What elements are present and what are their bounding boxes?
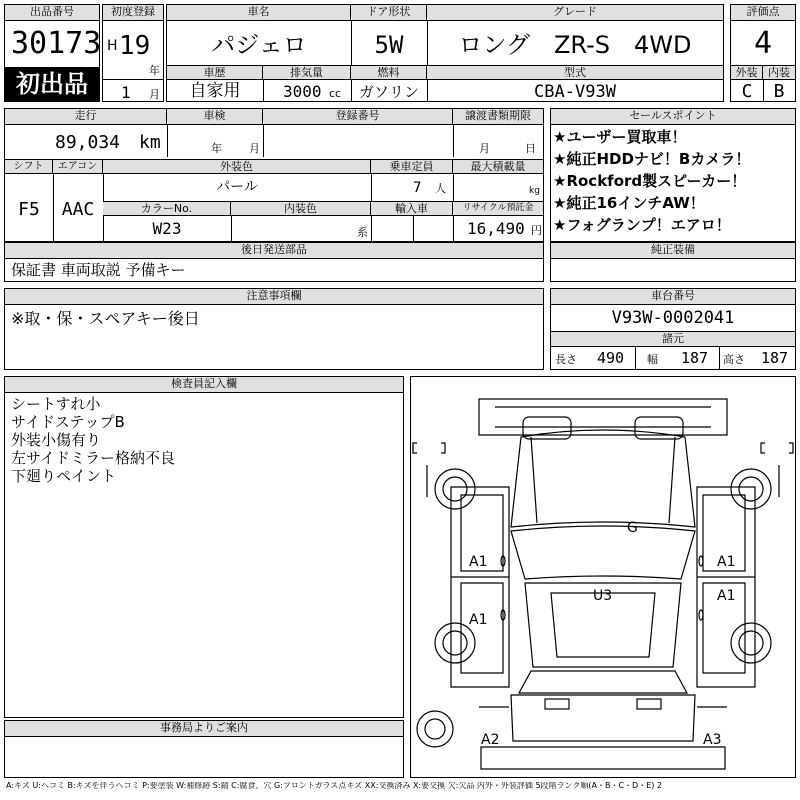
era-letter: H <box>107 38 118 54</box>
capacity-unit: 人 <box>435 182 446 195</box>
inspector-line: 左サイドミラー格納不良 <box>11 449 175 467</box>
specs-label: 諸元 <box>551 331 795 347</box>
later-parts-label: 後日発送部品 <box>5 243 543 259</box>
car-condition-diagram <box>411 377 795 777</box>
notes-label: 注意事項欄 <box>5 289 543 305</box>
interior-grade: B <box>773 81 785 102</box>
selling-point-item: ★Rockford製スピーカー！ <box>553 172 747 190</box>
first-registration-box <box>102 4 164 102</box>
damage-mark-roof: U3 <box>593 588 613 604</box>
mileage-unit: km <box>139 132 161 153</box>
notes-text: ※取・保・スペアキー後日 <box>11 309 200 328</box>
damage-mark-right-rear-door: A1 <box>717 588 736 604</box>
aircon-type: AAC <box>61 199 95 220</box>
interior-label: 内装 <box>763 66 795 80</box>
damage-mark-rear-bumper-right: A3 <box>703 732 722 748</box>
capacity: 7 <box>413 180 422 196</box>
width-value: 187 <box>681 349 709 367</box>
genuine-equipment-box <box>550 242 796 282</box>
damage-code-legend: A:キズ U:ヘコミ B:キズを伴うヘコミ P:要塗装 W:補修跡 S:錆 C:腐食、穴 G:フロントガラス点キズ XX:交換済み X:要交換 欠:欠品 内外・外装評価 5段階ランク順(A・B・C・D・E) 2 <box>6 782 663 790</box>
selling-points-label: セールスポイント <box>551 109 795 125</box>
fuel-label: 燃料 <box>351 66 427 80</box>
inspector-label: 検査員記入欄 <box>5 377 403 393</box>
length-value: 490 <box>597 349 625 367</box>
inspector-line: シートすれ小 <box>11 395 101 413</box>
condition-diagram-box <box>410 376 796 778</box>
length-label: 長さ <box>555 353 577 366</box>
overall-score: 4 <box>753 26 773 61</box>
lot-number-box <box>4 4 100 102</box>
mileage-label: 走行 <box>5 109 167 125</box>
max-load-unit: kg <box>529 186 540 196</box>
inspector-box <box>4 376 404 718</box>
later-parts-box <box>4 242 544 282</box>
door-label: ドア形状 <box>351 5 427 21</box>
vehicle-history: 自家用 <box>189 81 241 101</box>
history-label: 車歴 <box>167 66 263 80</box>
inspector-line: 外装小傷有り <box>11 431 102 449</box>
recycle-fee: 16,490 <box>467 219 525 238</box>
inspection-year-unit: 年 <box>211 142 222 155</box>
transfer-month-unit: 月 <box>479 142 490 155</box>
mileage-value: 89,034 <box>55 132 121 153</box>
damage-mark-right-front-door: A1 <box>717 554 736 570</box>
lot-number-label: 出品番号 <box>5 5 99 21</box>
shift-type: F5 <box>18 199 40 220</box>
office-label: 事務局よりご案内 <box>5 721 403 737</box>
damage-mark-windshield: G <box>627 520 638 536</box>
notes-box <box>4 288 544 370</box>
transfer-deadline-label: 譲渡書類期限 <box>453 109 543 125</box>
damage-mark-left-rear-door: A1 <box>469 612 488 628</box>
grade-label: グレード <box>427 5 723 21</box>
car-name: パジェロ <box>211 31 307 59</box>
max-load-label: 最大積載量 <box>453 160 543 174</box>
recycle-unit: 円 <box>531 224 542 237</box>
selling-point-item: ★純正16インチAW！ <box>553 194 705 212</box>
interior-color-unit: 系 <box>357 226 368 239</box>
color-number-label: カラーNo. <box>103 202 231 216</box>
inspector-line: 下廻りペイント <box>11 467 117 485</box>
import-label: 輸入車 <box>371 202 453 216</box>
month-unit: 月 <box>149 88 160 101</box>
capacity-label: 乗車定員 <box>371 160 453 174</box>
score-label: 評価点 <box>731 5 795 21</box>
width-label: 幅 <box>647 353 658 366</box>
model-label: 型式 <box>427 66 723 80</box>
selling-point-item: ★フォグランプ！エアロ！ <box>553 216 731 234</box>
exterior-grade: C <box>741 81 753 102</box>
model-code: CBA-V93W <box>534 82 616 102</box>
car-name-label: 車名 <box>167 5 351 21</box>
office-box <box>4 720 404 778</box>
exterior-color-label: 外装色 <box>103 160 371 174</box>
registration-month: 1 <box>121 83 131 102</box>
exterior-label: 外装 <box>731 66 763 80</box>
first-registration-label: 初度登録 <box>103 5 163 21</box>
later-parts-text: 保証書 車両取説 予備キー <box>11 261 186 279</box>
displacement-label: 排気量 <box>263 66 351 80</box>
inspection-month-unit: 月 <box>249 142 260 155</box>
chassis-box <box>550 288 796 370</box>
height-value: 187 <box>761 349 789 367</box>
lot-number: 30173 <box>11 26 102 61</box>
color-number: W23 <box>152 219 182 238</box>
transfer-day-unit: 日 <box>525 142 536 155</box>
chassis-number: V93W-0002041 <box>611 308 735 328</box>
score-box <box>730 4 796 102</box>
selling-point-item: ★ユーザー買取車！ <box>553 128 687 146</box>
shift-label: シフト <box>5 160 53 174</box>
height-label: 高さ <box>723 353 745 366</box>
inspection-label: 車検 <box>167 109 263 125</box>
recycle-label: リサイクル預託金 <box>453 202 543 216</box>
aircon-label: エアコン <box>53 160 103 174</box>
grade: ロング ZR-S 4WD <box>458 31 692 59</box>
damage-mark-rear-bumper-left: A2 <box>481 732 500 748</box>
registration-number-label: 登録番号 <box>263 109 453 125</box>
selling-point-item: ★純正HDDナビ！Bカメラ！ <box>553 150 751 168</box>
year-unit: 年 <box>149 64 160 77</box>
genuine-equipment-label: 純正装備 <box>551 243 795 259</box>
interior-color-label: 内装色 <box>231 202 371 216</box>
registration-year: 19 <box>119 31 151 61</box>
fuel-type: ガソリン <box>358 83 419 101</box>
displacement: 3000 <box>283 82 322 101</box>
first-listing-badge <box>5 67 99 101</box>
inspector-line: サイドステップB <box>11 413 125 431</box>
displacement-unit: cc <box>329 87 342 100</box>
chassis-label: 車台番号 <box>551 289 795 305</box>
door-type: 5W <box>374 31 404 59</box>
damage-mark-left-front-door: A1 <box>469 554 488 570</box>
top-info-block <box>166 4 724 102</box>
first-listing-text: 初出品 <box>16 70 88 98</box>
exterior-color: パール <box>216 179 258 195</box>
specs-block <box>4 108 544 242</box>
selling-points-box <box>550 108 796 242</box>
